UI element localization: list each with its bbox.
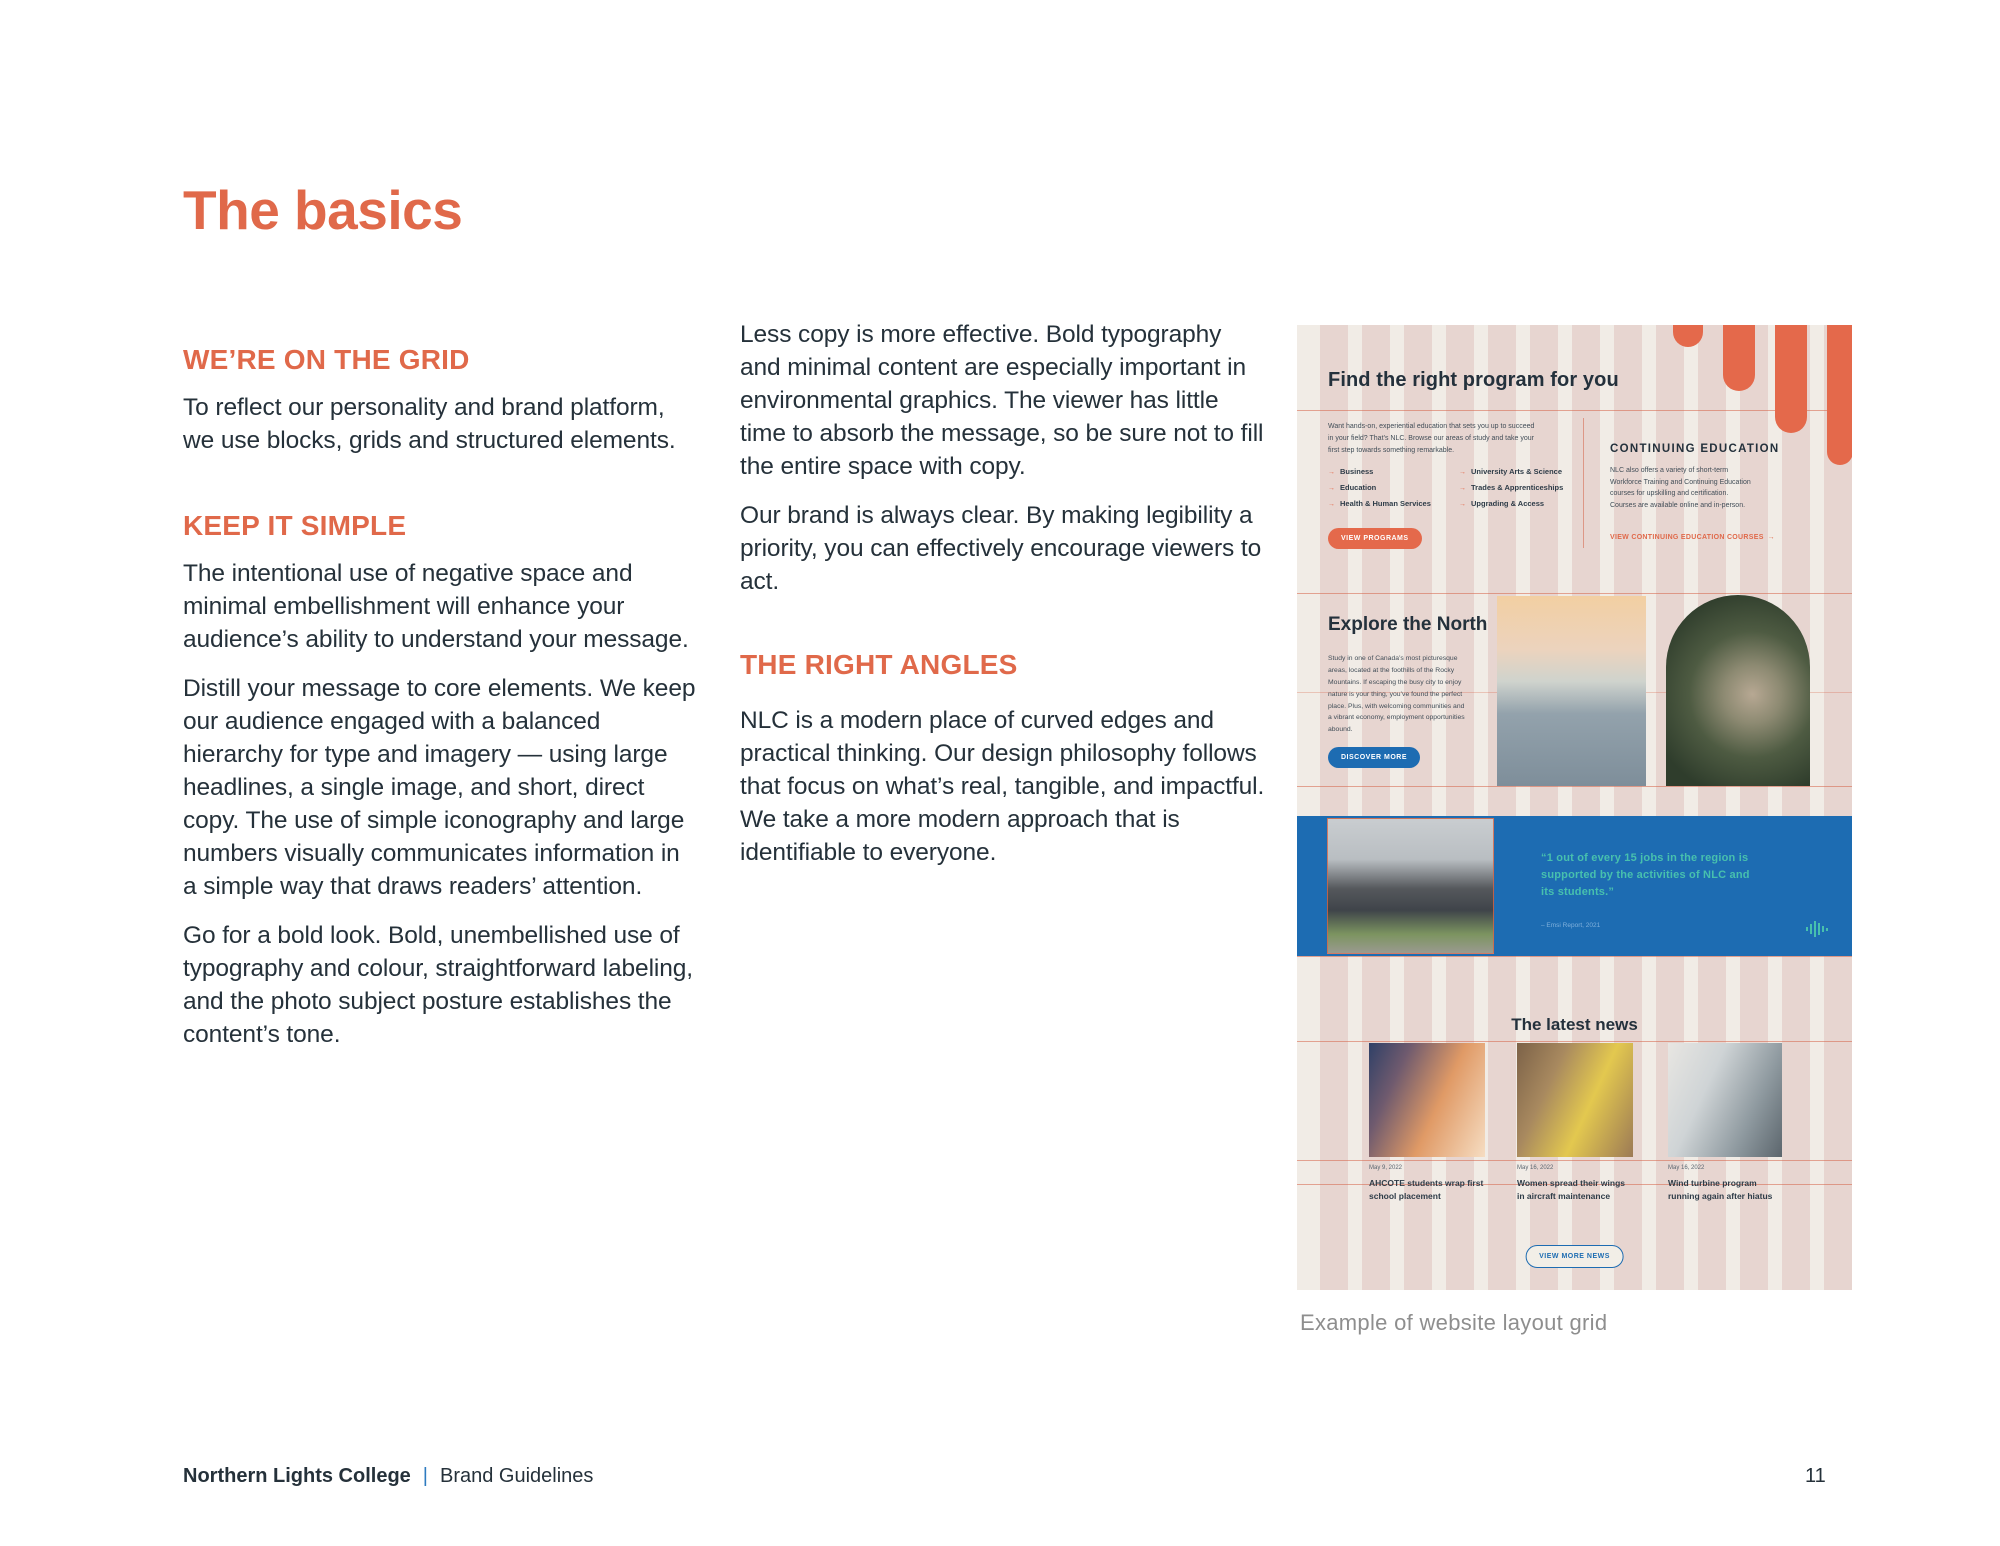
footer-document-title: Brand Guidelines <box>440 1465 594 1487</box>
paragraph: Our brand is always clear. By making legibility a priority, you can effectively encourage viewers to act. <box>740 502 1262 595</box>
mockup-program-link: → Business <box>1328 467 1374 476</box>
news-photo-students-table <box>1668 1043 1782 1157</box>
footer-separator: | <box>422 1465 428 1487</box>
news-date: May 16, 2022 <box>1517 1165 1554 1171</box>
arrow-icon: → <box>1328 485 1335 492</box>
left-column <box>183 345 698 1067</box>
mockup-program-link: → Upgrading & Access <box>1459 499 1545 508</box>
mockup-programs-intro: Want hands-on, experiential education that sets you up to succeed in your field? That’s NLC. Browse our areas of study and take your first step towards something remarkable. <box>1328 423 1535 454</box>
page-number: 11 <box>1805 1465 1826 1487</box>
figure-caption: Example of website layout grid <box>1300 1310 1608 1335</box>
arrow-icon: → <box>1767 534 1775 541</box>
mockup-program-link: → University Arts & Science <box>1459 467 1563 476</box>
news-card <box>1517 1043 1633 1203</box>
kayak-photo <box>1497 596 1646 786</box>
arrow-icon: → <box>1459 501 1466 508</box>
news-date: May 9, 2022 <box>1369 1165 1403 1171</box>
website-mockup-example <box>1297 325 1852 1290</box>
news-title: AHCOTE students wrap first school placement <box>1369 1178 1484 1201</box>
grid-line <box>1297 593 1852 594</box>
arrow-icon: → <box>1328 501 1335 508</box>
mockup-discover-more-button: DISCOVER MORE <box>1328 747 1420 768</box>
grid-line <box>1297 956 1852 957</box>
paragraph: Go for a bold look. Bold, unembellished use of typography and colour, straightforward labeling, and the photo subject posture establishes the content’s tone. <box>183 922 694 1048</box>
paragraph: To reflect our personality and brand platform, we use blocks, grids and structured elements. <box>183 394 676 454</box>
arrow-icon: → <box>1459 485 1466 492</box>
quote-band <box>1297 816 1852 956</box>
mockup-quote-text: “1 out of every 15 jobs in the region is supported by the activities of NLC and its students.” <box>1541 852 1750 899</box>
mockup-continuing-education-link: VIEW CONTINUING EDUCATION COURSES → <box>1610 534 1775 541</box>
paragraph: NLC is a modern place of curved edges and practical thinking. Our design philosophy follows that focus on what’s real, tangible, and impactful. We take a more modern approach that is identifiable to everyone. <box>740 707 1265 866</box>
mockup-latest-news-heading: The latest news <box>1511 1015 1638 1034</box>
logo-bar-decoration <box>1827 325 1852 465</box>
news-title: Wind turbine program running again after hiatus <box>1668 1178 1773 1201</box>
mockup-explore-heading: Explore the North <box>1328 614 1488 635</box>
news-card <box>1369 1043 1485 1203</box>
mockup-view-more-news-button: VIEW MORE NEWS <box>1525 1245 1624 1268</box>
mockup-programs-heading: Find the right program for you <box>1328 369 1619 391</box>
section-heading-were-on-the-grid: WE’RE ON THE GRID <box>183 344 470 375</box>
grid-line <box>1297 1041 1852 1042</box>
mockup-program-link: → Education <box>1328 483 1377 492</box>
mockup-explore-body: Study in one of Canada’s most picturesque areas, located at the foothills of the Rocky Mountains. If escaping the busy city to enjoy nature is your thing, you’ve found the perfect place. Plus, with welcoming communities and a vibrant economy, employment opportunities abound. <box>1328 655 1465 734</box>
mockup-quote-attribution: – Emsi Report, 2021 <box>1541 922 1601 929</box>
paragraph: Distill your message to core elements. We keep our audience engaged with a balanced hierarchy for type and imagery — using large headlines, a single image, and short, direct copy. The use of simple iconography and large numbers visually communicates information in a simple way that draws readers’ attention. <box>183 675 696 900</box>
mockup-program-link: → Health & Human Services <box>1328 499 1431 508</box>
news-date: May 16, 2022 <box>1668 1165 1705 1171</box>
logo-bar-decoration <box>1775 325 1807 433</box>
paragraph: Less copy is more effective. Bold typography and minimal content are especially important in environmental graphics. The viewer has little time to absorb the message, so be sure not to fill the entire space with copy. <box>740 321 1264 480</box>
arrow-icon: → <box>1328 469 1335 476</box>
news-card <box>1668 1043 1782 1203</box>
mockup-view-programs-button: VIEW PROGRAMS <box>1328 528 1422 549</box>
caribou-photo <box>1666 595 1810 786</box>
news-photo-graduation <box>1369 1043 1485 1157</box>
audio-wave-icon <box>1805 920 1831 938</box>
grid-line <box>1297 410 1852 411</box>
news-photo-aircraft-maintenance <box>1517 1043 1633 1157</box>
logo-bar-decoration <box>1723 325 1755 391</box>
news-title: Women spread their wings in aircraft maintenance <box>1517 1178 1626 1201</box>
page-footer <box>183 1465 593 1488</box>
grid-vertical-line <box>1583 418 1584 548</box>
section-heading-keep-it-simple: KEEP IT SIMPLE <box>183 510 407 541</box>
page-title: The basics <box>183 179 463 241</box>
section-heading-the-right-angles: THE RIGHT ANGLES <box>740 649 1018 680</box>
grid-line <box>1297 786 1852 787</box>
footer-brand: Northern Lights College <box>183 1465 411 1487</box>
mockup-continuing-education-body: NLC also offers a variety of short-term Workforce Training and Continuing Education courses for upskilling and certification. Courses are available online and in-person. <box>1610 467 1751 509</box>
paragraph: The intentional use of negative space and minimal embellishment will enhance your audience’s ability to understand your message. <box>183 560 689 653</box>
mockup-program-link: → Trades & Apprenticeships <box>1459 483 1564 492</box>
mockup-continuing-education-heading: CONTINUING EDUCATION <box>1610 443 1780 455</box>
arrow-icon: → <box>1459 469 1466 476</box>
middle-column <box>740 318 1268 885</box>
campus-photo <box>1327 818 1494 954</box>
